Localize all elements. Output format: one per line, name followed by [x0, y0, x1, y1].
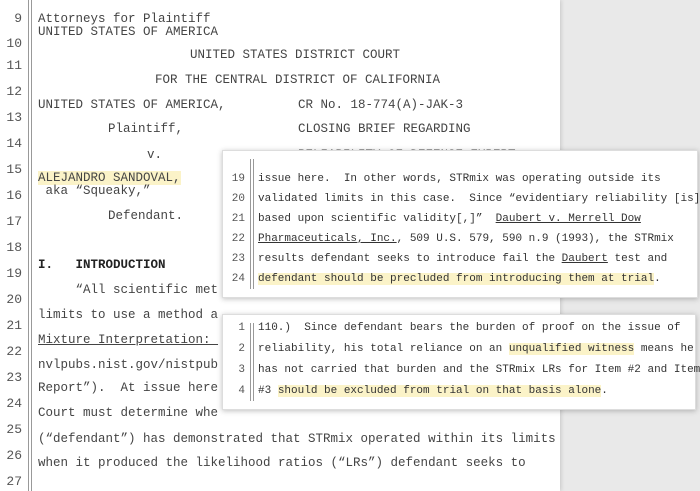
text-run: aka “Squeaky,” [38, 184, 151, 198]
line-text [38, 333, 218, 347]
line-number: 22 [231, 233, 245, 245]
line-number: 18 [6, 240, 22, 255]
line-text [38, 406, 218, 420]
line-number: 19 [6, 266, 22, 281]
line-text [108, 209, 183, 223]
text-run: UNITED STATES OF AMERICA [38, 25, 219, 39]
line-number: 10 [6, 36, 22, 51]
text-run: ALEJANDRO SANDOVAL, [38, 171, 181, 185]
line-number: 3 [238, 364, 245, 376]
text-run: validated limits in this case. Since “evidentiary reliability [is] [258, 193, 700, 205]
line-text [38, 381, 218, 395]
line-text [258, 193, 700, 205]
line-text [38, 98, 226, 112]
text-run: . [601, 385, 608, 397]
text-run: when it produced the likelihood ratios (“LRs”) defendant seeks to [38, 456, 526, 470]
text-run: I. INTRODUCTION [38, 258, 166, 272]
caption-right-text [298, 98, 463, 112]
line-text [38, 358, 218, 372]
popup1-rule-a [250, 159, 251, 289]
text-run: Mixture Interpretation: [38, 333, 219, 347]
line-text [258, 343, 694, 355]
line-number: 19 [231, 173, 245, 185]
excerpt-popup-1 [222, 150, 698, 298]
line-text [38, 12, 211, 26]
line-number: 23 [6, 370, 22, 385]
text-run: v. [147, 148, 163, 162]
line-text [258, 364, 700, 376]
line-number: 16 [6, 188, 22, 203]
line-text [258, 273, 661, 285]
popup2-rule-b [253, 323, 254, 401]
line-text [258, 213, 641, 225]
text-run: issue here. In other words, STRmix was operating outside its [258, 173, 661, 185]
line-text [38, 283, 218, 297]
popup2-rule-a [250, 323, 251, 401]
line-text [108, 122, 183, 136]
highlighted-text: should be excluded from trial on that basis alone [277, 385, 602, 397]
text-run: based upon scientific validity[,]” [258, 213, 496, 225]
text-run: Plaintiff, [108, 122, 184, 136]
text-run: FOR THE CENTRAL DISTRICT OF CALIFORNIA [155, 73, 441, 87]
text-run: CLOSING BRIEF REGARDING [298, 122, 471, 136]
line-number: 24 [231, 273, 245, 285]
text-run: Attorneys for Plaintiff [38, 12, 211, 26]
line-number: 4 [238, 385, 245, 397]
highlighted-text: defendant should be precluded from introducing them at trial [258, 273, 655, 285]
line-number: 23 [231, 253, 245, 265]
line-text [38, 456, 526, 470]
text-run: UNITED STATES DISTRICT COURT [190, 48, 401, 62]
line-number: 9 [14, 11, 22, 26]
line-number: 13 [6, 110, 22, 125]
margin-rule-left [28, 0, 29, 491]
line-number: 25 [6, 422, 22, 437]
line-number: 2 [238, 343, 245, 355]
line-text [147, 148, 162, 162]
line-text [258, 253, 667, 265]
text-run: test and [607, 253, 668, 265]
line-number: 20 [6, 292, 22, 307]
text-run: 110.) Since defendant bears the burden of proof on the issue of [258, 322, 681, 334]
line-text [38, 258, 166, 272]
line-number: 12 [6, 84, 22, 99]
line-number: 26 [6, 448, 22, 463]
line-number: 21 [231, 213, 245, 225]
line-text [190, 48, 400, 62]
line-text [258, 233, 674, 245]
text-run: Report”). At issue here [38, 381, 219, 395]
text-run: has not carried that burden and the STRmix LRs for Item #2 and Item [258, 364, 700, 376]
line-number: 11 [6, 58, 22, 73]
text-run: CR No. 18-774(A)-JAK-3 [298, 98, 464, 112]
text-run: Court must determine whe [38, 406, 219, 420]
line-number: 27 [6, 474, 22, 489]
excerpt-popup-2 [222, 314, 700, 410]
text-run: , 509 U.S. 579, 590 n.9 (1993), the STRmix [396, 233, 674, 245]
text-run: . [654, 273, 661, 285]
text-run: nvlpubs.nist.gov/nistpub [38, 358, 219, 372]
line-text-continued [38, 25, 218, 39]
margin-rule-right [31, 0, 32, 491]
line-text [258, 322, 680, 334]
line-text [155, 73, 440, 87]
underlined-citation: Daubert [561, 253, 608, 265]
line-number: 24 [6, 396, 22, 411]
text-run: means he [634, 343, 694, 355]
text-run: #3 [258, 385, 278, 397]
line-number: 17 [6, 214, 22, 229]
line-number: 15 [6, 162, 22, 177]
line-text [38, 171, 181, 185]
text-run: reliability, his total reliance on an [258, 343, 509, 355]
underlined-citation: Daubert v. Merrell Dow [495, 213, 641, 225]
caption-right-text [298, 122, 471, 136]
text-run: (“defendant”) has demonstrated that STRmix operated within its limits [38, 432, 556, 446]
line-text-continued [38, 184, 151, 198]
line-number: 20 [231, 193, 245, 205]
text-run: UNITED STATES OF AMERICA, [38, 98, 226, 112]
line-text [258, 173, 661, 185]
highlighted-text: unqualified witness [508, 343, 635, 355]
line-number: 22 [6, 344, 22, 359]
line-number: 21 [6, 318, 22, 333]
line-text [38, 432, 556, 446]
line-text [258, 385, 608, 397]
text-run: Defendant. [108, 209, 184, 223]
text-run: limits to use a method a [38, 308, 219, 322]
line-number: 1 [238, 322, 245, 334]
underlined-citation: Pharmaceuticals, Inc. [258, 233, 397, 245]
text-run: results defendant seeks to introduce fail the [258, 253, 562, 265]
popup1-rule-b [253, 159, 254, 289]
line-text [38, 308, 218, 322]
line-number: 14 [6, 136, 22, 151]
text-run: “All scientific met [38, 283, 219, 297]
